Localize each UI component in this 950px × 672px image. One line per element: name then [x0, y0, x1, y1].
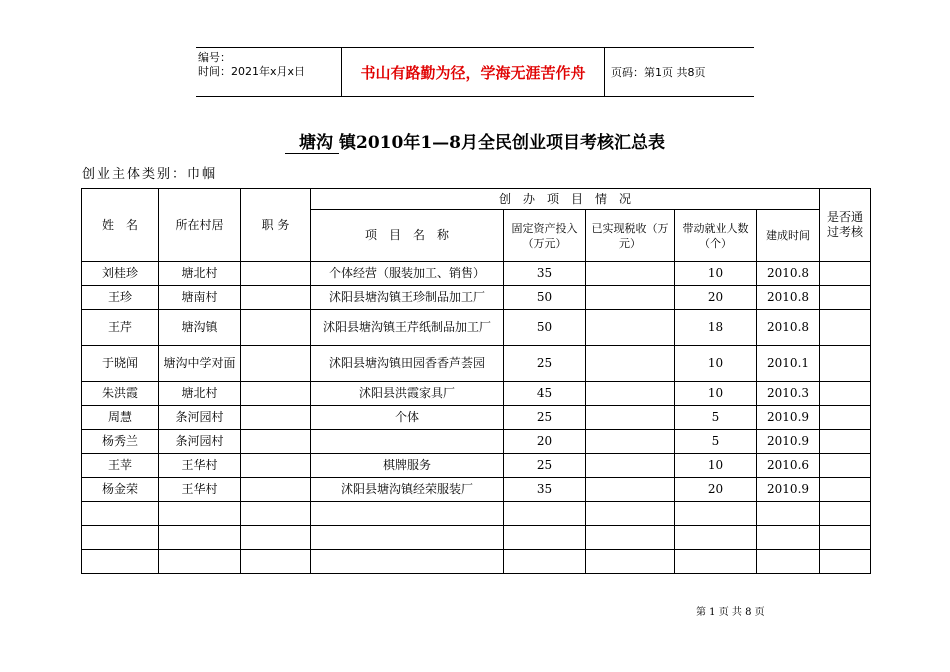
cell-project: 个体 [311, 406, 504, 430]
cell-duty [241, 310, 311, 346]
cell-jobs [675, 526, 757, 550]
cell-date: 2010.1 [757, 346, 820, 382]
cell-village: 条河园村 [159, 406, 241, 430]
cell-project: 沭阳县塘沟镇经荣服装厂 [311, 478, 504, 502]
cell-tax [586, 430, 675, 454]
cell-name [82, 502, 159, 526]
cell-assets: 20 [504, 430, 586, 454]
cell-passed [820, 550, 871, 574]
cell-assets: 50 [504, 286, 586, 310]
table-row [82, 478, 871, 502]
cell-assets [504, 502, 586, 526]
cell-date [757, 502, 820, 526]
cell-village: 塘沟镇 [159, 310, 241, 346]
document-header [196, 47, 754, 97]
cell-assets: 25 [504, 406, 586, 430]
table-body [82, 262, 871, 574]
header-slogan: 书山有路勤为径，学海无涯苦作舟 [342, 48, 605, 96]
table-row [82, 382, 871, 406]
table-row [82, 526, 871, 550]
cell-duty [241, 478, 311, 502]
cell-tax [586, 550, 675, 574]
cell-jobs: 10 [675, 262, 757, 286]
header-meta [196, 48, 342, 96]
header-project-group: 创 办 项 目 情 况 [311, 189, 820, 210]
cell-date: 2010.6 [757, 454, 820, 478]
cell-village: 条河园村 [159, 430, 241, 454]
cell-passed [820, 310, 871, 346]
cell-jobs: 5 [675, 406, 757, 430]
cell-project: 个体经营（服装加工、销售） [311, 262, 504, 286]
table-row [82, 454, 871, 478]
cell-village: 塘北村 [159, 262, 241, 286]
cell-passed [820, 454, 871, 478]
header-name: 姓 名 [82, 189, 159, 262]
cell-jobs: 20 [675, 478, 757, 502]
cell-date: 2010.8 [757, 310, 820, 346]
cell-name: 杨金荣 [82, 478, 159, 502]
table-row [82, 430, 871, 454]
cell-jobs: 10 [675, 346, 757, 382]
header-tax: 已实现税收（万元） [586, 210, 675, 262]
cell-project: 沭阳县洪霞家具厂 [311, 382, 504, 406]
cell-name: 刘桂珍 [82, 262, 159, 286]
cell-village: 王华村 [159, 454, 241, 478]
cell-date: 2010.9 [757, 406, 820, 430]
cell-assets [504, 550, 586, 574]
table-row [82, 406, 871, 430]
cell-tax [586, 382, 675, 406]
cell-tax [586, 346, 675, 382]
cell-duty [241, 550, 311, 574]
header-fixed-assets: 固定资产投入（万元） [504, 210, 586, 262]
cell-duty [241, 262, 311, 286]
cell-assets [504, 526, 586, 550]
cell-passed [820, 502, 871, 526]
cell-project [311, 550, 504, 574]
title-town: 塘沟 [285, 128, 339, 154]
cell-project [311, 526, 504, 550]
cell-village: 塘南村 [159, 286, 241, 310]
cell-duty [241, 430, 311, 454]
cell-date: 2010.3 [757, 382, 820, 406]
cell-village: 塘北村 [159, 382, 241, 406]
cell-date: 2010.8 [757, 286, 820, 310]
header-duty: 职 务 [241, 189, 311, 262]
cell-assets: 35 [504, 478, 586, 502]
cell-assets: 25 [504, 346, 586, 382]
cell-passed [820, 262, 871, 286]
cell-tax [586, 526, 675, 550]
cell-village: 王华村 [159, 478, 241, 502]
table-row [82, 550, 871, 574]
header-project-name: 项 目 名 称 [311, 210, 504, 262]
cell-project: 沭阳县塘沟镇王珍制品加工厂 [311, 286, 504, 310]
cell-name: 王珍 [82, 286, 159, 310]
cell-tax [586, 406, 675, 430]
cell-date: 2010.8 [757, 262, 820, 286]
header-passed: 是否通过考核 [820, 189, 871, 262]
cell-passed [820, 430, 871, 454]
cell-name [82, 526, 159, 550]
cell-date [757, 550, 820, 574]
cell-jobs: 10 [675, 382, 757, 406]
cell-jobs [675, 550, 757, 574]
cell-name: 杨秀兰 [82, 430, 159, 454]
cell-tax [586, 262, 675, 286]
cell-passed [820, 346, 871, 382]
cell-project [311, 502, 504, 526]
category-label: 创业主体类别：巾帼 [82, 167, 218, 182]
cell-project [311, 430, 504, 454]
cell-tax [586, 478, 675, 502]
cell-name: 王芹 [82, 310, 159, 346]
number-label: 编号： [198, 51, 231, 64]
cell-name: 于晓闻 [82, 346, 159, 382]
cell-date: 2010.9 [757, 478, 820, 502]
cell-village: 塘沟中学对面 [159, 346, 241, 382]
cell-project: 沭阳县塘沟镇王芹纸制品加工厂 [311, 310, 504, 346]
cell-project: 棋牌服务 [311, 454, 504, 478]
cell-duty [241, 454, 311, 478]
table-row [82, 502, 871, 526]
cell-tax [586, 310, 675, 346]
cell-duty [241, 286, 311, 310]
cell-passed [820, 526, 871, 550]
cell-project: 沭阳县塘沟镇田园香香芦荟园 [311, 346, 504, 382]
cell-name: 周慧 [82, 406, 159, 430]
cell-jobs: 5 [675, 430, 757, 454]
cell-assets: 25 [504, 454, 586, 478]
cell-jobs: 18 [675, 310, 757, 346]
cell-duty [241, 346, 311, 382]
cell-passed [820, 286, 871, 310]
table-row [82, 262, 871, 286]
cell-name: 朱洪霞 [82, 382, 159, 406]
cell-date: 2010.9 [757, 430, 820, 454]
cell-assets: 45 [504, 382, 586, 406]
cell-jobs [675, 502, 757, 526]
title-rest: 镇2010年1—8月全民创业项目考核汇总表 [339, 133, 665, 153]
cell-village [159, 550, 241, 574]
header-built: 建成时间 [757, 210, 820, 262]
header-row-1 [82, 189, 871, 210]
cell-passed [820, 382, 871, 406]
page-footer: 第 1 页 共 8 页 [696, 607, 765, 618]
cell-passed [820, 406, 871, 430]
cell-tax [586, 286, 675, 310]
cell-assets: 35 [504, 262, 586, 286]
cell-jobs: 10 [675, 454, 757, 478]
table-row [82, 346, 871, 382]
cell-duty [241, 502, 311, 526]
page-title [0, 128, 950, 154]
cell-tax [586, 454, 675, 478]
table-row [82, 310, 871, 346]
cell-jobs: 20 [675, 286, 757, 310]
header-employment: 带动就业人数（个） [675, 210, 757, 262]
cell-duty [241, 526, 311, 550]
time-label: 时间：2021年x月x日 [198, 65, 306, 78]
header-village: 所在村居 [159, 189, 241, 262]
cell-duty [241, 382, 311, 406]
cell-village [159, 526, 241, 550]
cell-assets: 50 [504, 310, 586, 346]
summary-table [81, 188, 871, 574]
cell-passed [820, 478, 871, 502]
cell-date [757, 526, 820, 550]
cell-tax [586, 502, 675, 526]
table-row [82, 286, 871, 310]
cell-name [82, 550, 159, 574]
cell-village [159, 502, 241, 526]
cell-name: 王苹 [82, 454, 159, 478]
page-indicator: 页码：第1页 共8页 [611, 66, 706, 79]
cell-duty [241, 406, 311, 430]
